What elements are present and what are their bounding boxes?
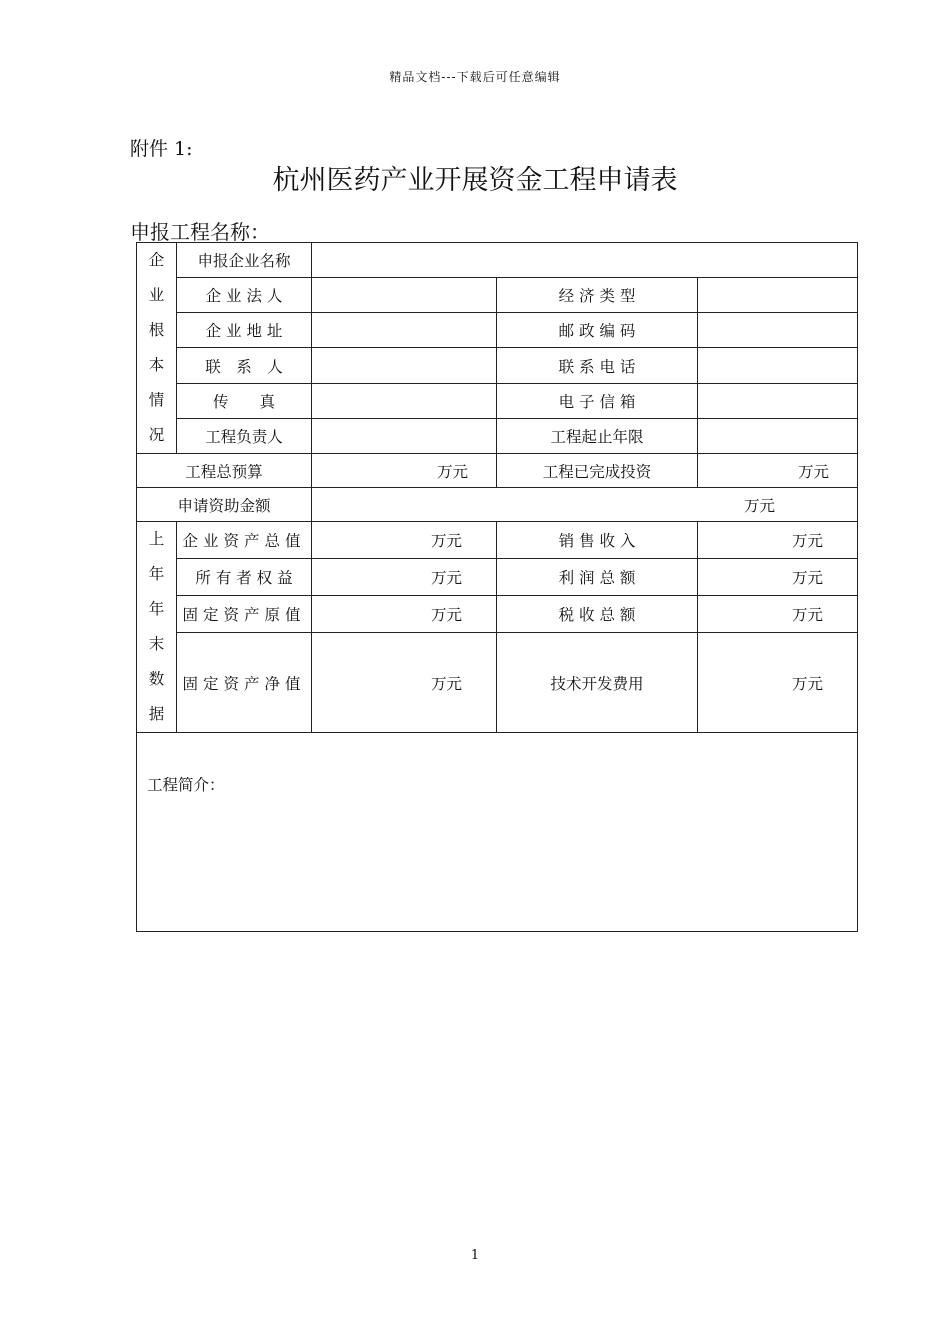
email-label: 电 子 信 箱 (497, 383, 698, 418)
project-period-field[interactable] (698, 418, 858, 453)
fixed-assets-orig-label: 固定资产原值 (177, 596, 312, 633)
rd-cost-field[interactable]: 万元 (698, 633, 858, 733)
section-lastyear-label: 上 年 年 末 数 据 (137, 522, 177, 733)
project-intro-label: 工程简介： (147, 776, 225, 794)
total-profit-label: 利 润 总 额 (497, 559, 698, 596)
requested-funding-field[interactable]: 万元 (312, 488, 858, 522)
fax-label: 传 真 (177, 383, 312, 418)
contact-label: 联 系 人 (177, 348, 312, 383)
total-profit-field[interactable]: 万元 (698, 559, 858, 596)
address-field[interactable] (312, 313, 497, 348)
legal-person-label: 企 业 法 人 (177, 278, 312, 313)
company-name-field[interactable] (312, 243, 858, 278)
owner-equity-field[interactable]: 万元 (312, 559, 497, 596)
application-form-table (136, 242, 858, 932)
page-title: 杭州医药产业开展资金工程申请表 (272, 165, 678, 196)
requested-funding-label: 申请资助金额 (137, 488, 312, 522)
phone-label: 联 系 电 话 (497, 348, 698, 383)
project-name-label: 申报工程名称： (130, 220, 270, 244)
completed-investment-field[interactable]: 万元 (698, 454, 858, 488)
fixed-assets-net-label: 固定资产净值 (177, 633, 312, 733)
sales-revenue-field[interactable]: 万元 (698, 522, 858, 559)
total-tax-field[interactable]: 万元 (698, 596, 858, 633)
project-lead-field[interactable] (312, 418, 497, 453)
total-assets-field[interactable]: 万元 (312, 522, 497, 559)
company-name-label: 申报企业名称 (177, 243, 312, 278)
attachment-label: 附件 1: (130, 138, 193, 160)
total-budget-field[interactable]: 万元 (312, 454, 497, 488)
postal-code-label: 邮 政 编 码 (497, 313, 698, 348)
header-note: 精品文档---下载后可任意编辑 (389, 70, 561, 84)
completed-investment-label: 工程已完成投资 (497, 454, 698, 488)
total-budget-label: 工程总预算 (137, 454, 312, 488)
email-field[interactable] (698, 383, 858, 418)
project-intro-field[interactable] (137, 733, 858, 932)
legal-person-field[interactable] (312, 278, 497, 313)
section-basic-label: 企 业 根 本 情 况 (137, 243, 177, 454)
project-lead-label: 工程负责人 (177, 418, 312, 453)
fixed-assets-orig-field[interactable]: 万元 (312, 596, 497, 633)
page-number: 1 (470, 1248, 480, 1263)
contact-field[interactable] (312, 348, 497, 383)
phone-field[interactable] (698, 348, 858, 383)
fax-field[interactable] (312, 383, 497, 418)
owner-equity-label: 所 有 者 权 益 (177, 559, 312, 596)
rd-cost-label: 技术开发费用 (497, 633, 698, 733)
economic-type-field[interactable] (698, 278, 858, 313)
fixed-assets-net-field[interactable]: 万元 (312, 633, 497, 733)
total-tax-label: 税 收 总 额 (497, 596, 698, 633)
economic-type-label: 经 济 类 型 (497, 278, 698, 313)
address-label: 企 业 地 址 (177, 313, 312, 348)
total-assets-label: 企业资产总值 (177, 522, 312, 559)
project-period-label: 工程起止年限 (497, 418, 698, 453)
sales-revenue-label: 销 售 收 入 (497, 522, 698, 559)
postal-code-field[interactable] (698, 313, 858, 348)
